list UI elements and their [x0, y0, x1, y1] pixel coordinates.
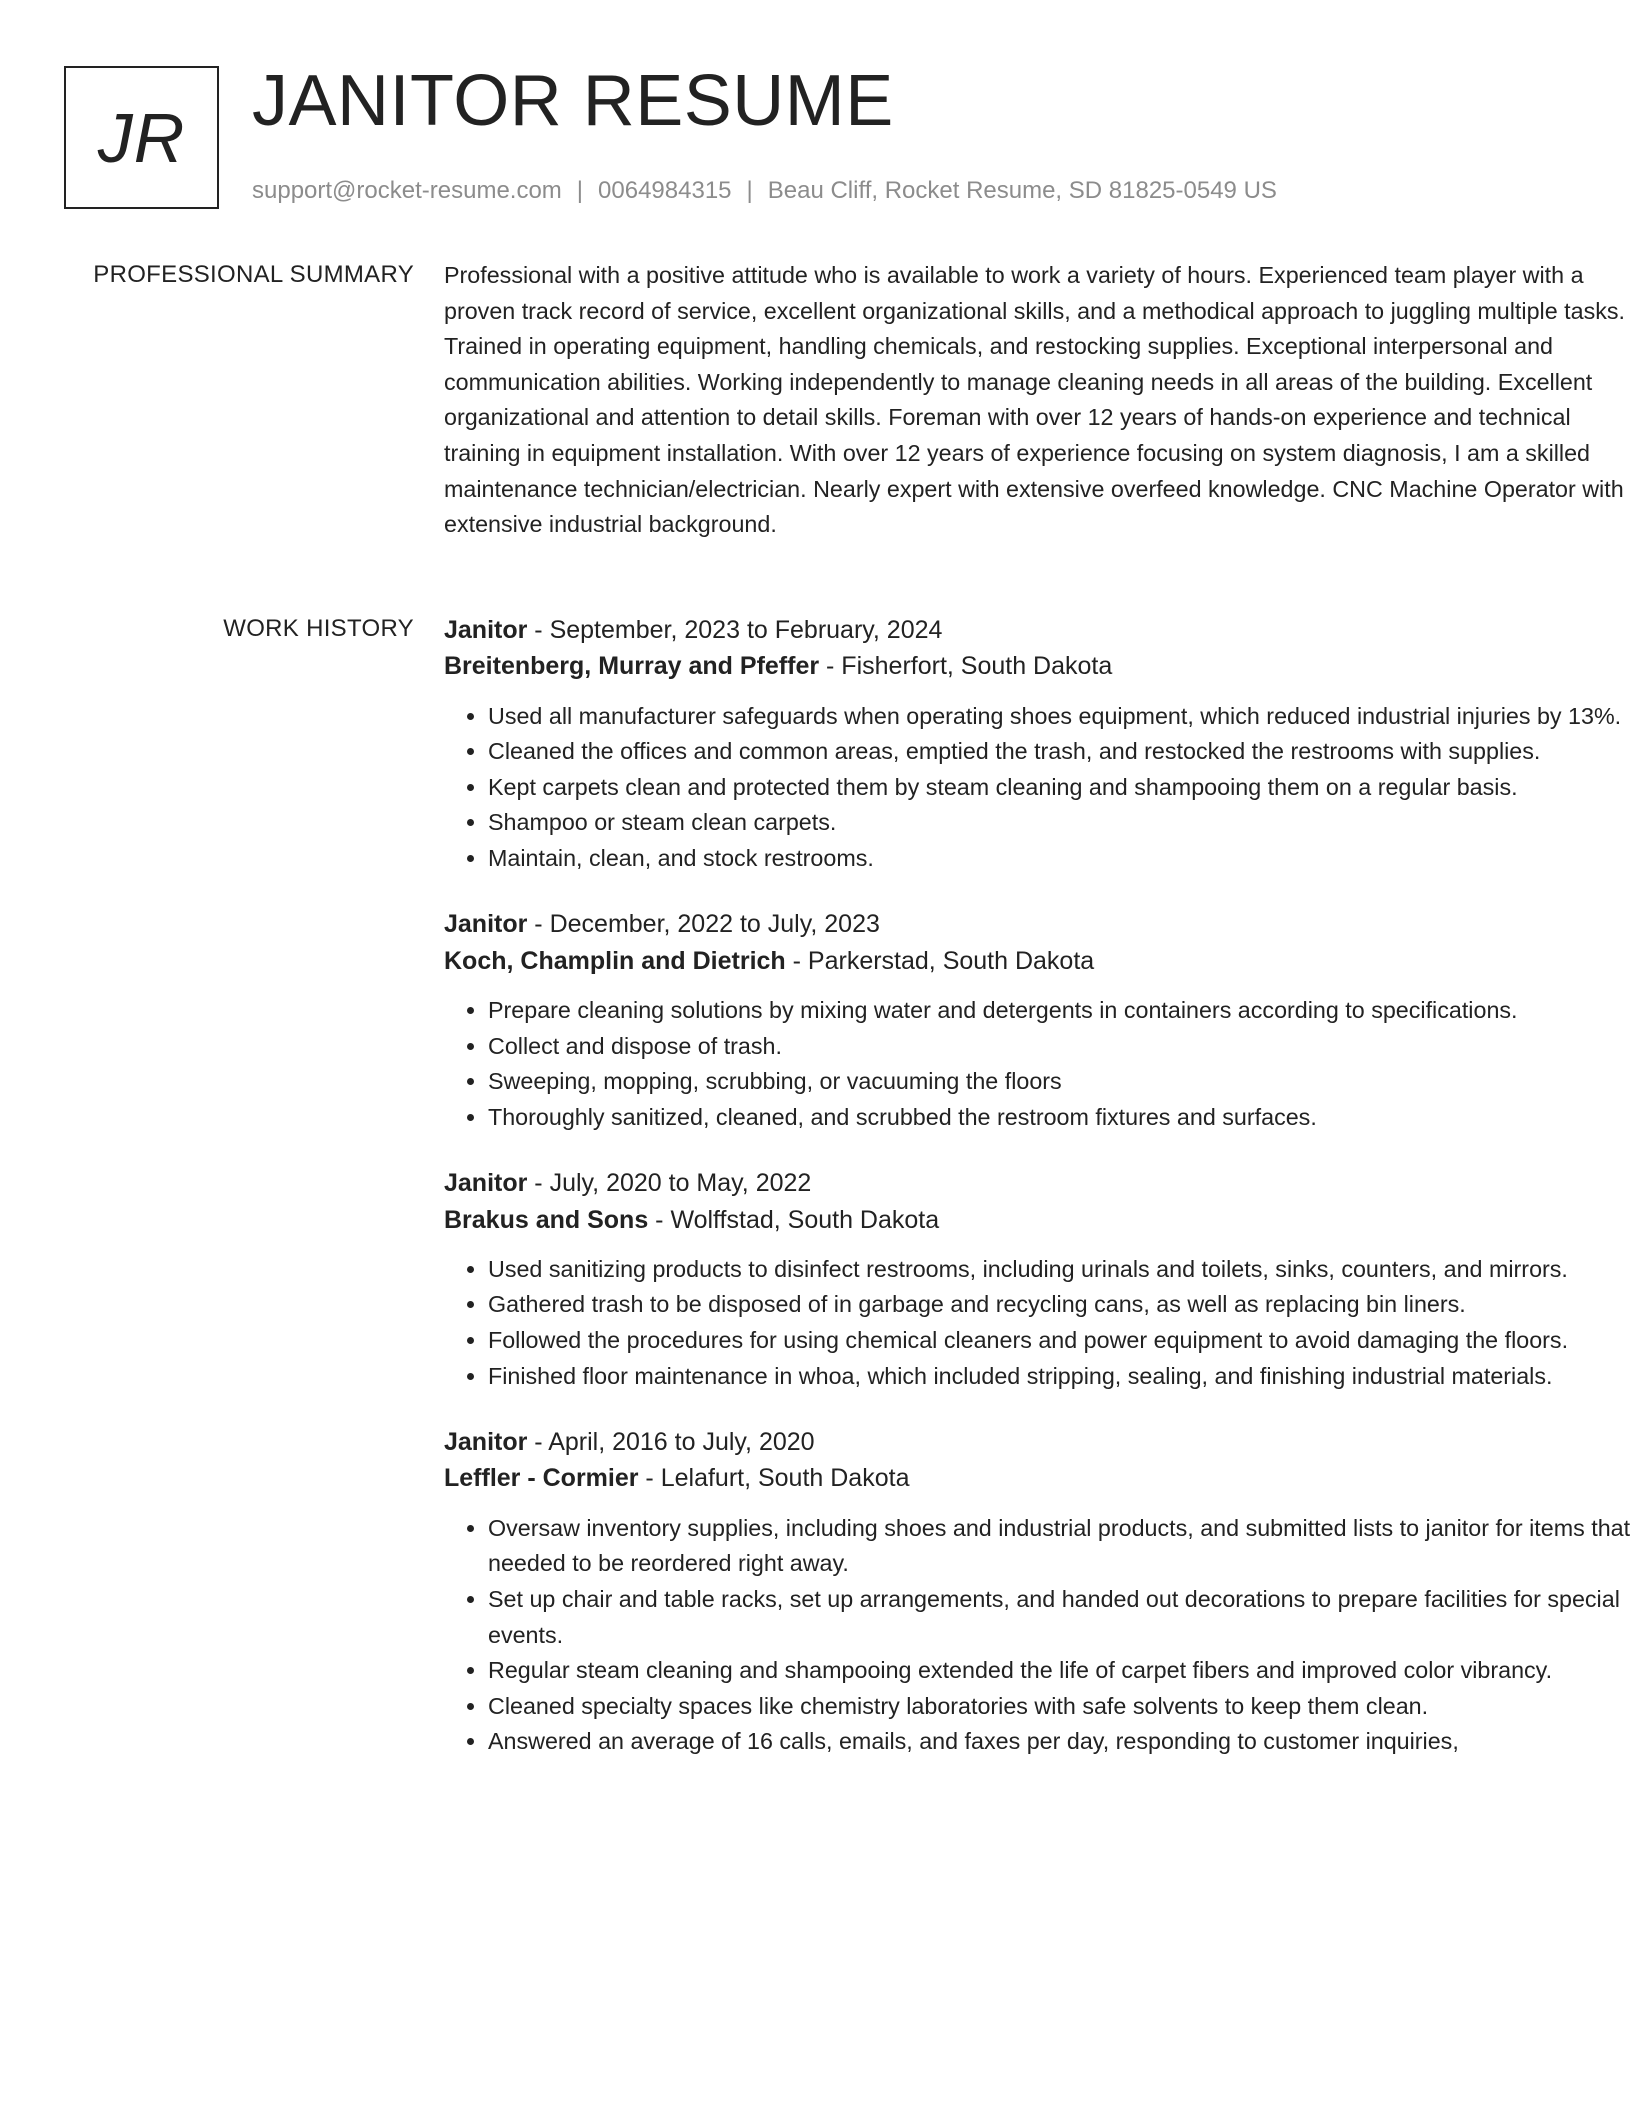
- job-dates: - December, 2022 to July, 2023: [527, 910, 880, 939]
- job-title-line: [444, 1165, 1632, 1201]
- job-title-line: [444, 1424, 1632, 1460]
- job-bullet: • Shampoo or steam clean carpets.: [488, 805, 1632, 841]
- job-bullet: • Prepare cleaning solutions by mixing water and detergents in containers according to specifications.: [488, 993, 1632, 1029]
- job-location: - Wolffstad, South Dakota: [648, 1205, 940, 1234]
- resume-title: JANITOR RESUME: [252, 61, 894, 141]
- work-history-heading: WORK HISTORY: [223, 615, 414, 642]
- work-history-body: [444, 612, 1632, 1790]
- job-bullet: • Cleaned specialty spaces like chemistry laboratories with safe solvents to keep them clean.: [488, 1689, 1632, 1725]
- job-bullet: • Collect and dispose of trash.: [488, 1029, 1632, 1065]
- job-location: - Lelafurt, South Dakota: [638, 1464, 910, 1493]
- contact-line: [252, 174, 1277, 208]
- summary-heading: PROFESSIONAL SUMMARY: [93, 261, 414, 288]
- job-bullet: • Cleaned the offices and common areas, emptied the trash, and restocked the restrooms with supplies.: [488, 734, 1632, 770]
- job-bullet-list: [444, 993, 1632, 1135]
- job-bullet: • Set up chair and table racks, set up arrangements, and handed out decorations to prepare facilities for special events.: [488, 1582, 1632, 1653]
- job-bullet: • Thoroughly sanitized, cleaned, and scrubbed the restroom fixtures and surfaces.: [488, 1100, 1632, 1136]
- job-bullet: • Oversaw inventory supplies, including shoes and industrial products, and submitted lists to janitor for items that needed to be reordered right away.: [488, 1511, 1632, 1582]
- contact-phone[interactable]: 0064984315: [598, 177, 732, 204]
- job-dates: - July, 2020 to May, 2022: [527, 1169, 812, 1198]
- contact-separator: |: [576, 177, 584, 204]
- job-bullet: • Followed the procedures for using chemical cleaners and power equipment to avoid damaging the floors.: [488, 1323, 1632, 1359]
- job-bullet: • Used sanitizing products to disinfect restrooms, including urinals and toilets, sinks, counters, and mirrors.: [488, 1252, 1632, 1288]
- monogram-initials: JR: [97, 98, 186, 177]
- job-bullet-list: [444, 699, 1632, 877]
- job-entry: [444, 906, 1632, 1135]
- job-entry: [444, 1165, 1632, 1394]
- job-bullet: • Kept carpets clean and protected them by steam cleaning and shampooing them on a regular basis.: [488, 770, 1632, 806]
- job-company-line: [444, 1202, 1632, 1238]
- job-dates: - September, 2023 to February, 2024: [527, 616, 943, 644]
- contact-separator: |: [746, 177, 753, 204]
- job-bullet: • Used all manufacturer safeguards when operating shoes equipment, which reduced industrial injuries by 13%.: [488, 699, 1632, 735]
- resume-header: [64, 61, 1564, 211]
- summary-body: [444, 258, 1632, 543]
- job-role: Janitor: [444, 1428, 528, 1457]
- job-bullet: • Sweeping, mopping, scrubbing, or vacuuming the floors: [488, 1064, 1632, 1100]
- job-bullet: • Maintain, clean, and stock restrooms.: [488, 841, 1632, 877]
- monogram-box: [64, 66, 219, 209]
- job-entry: [444, 612, 1632, 876]
- contact-address: Beau Cliff, Rocket Resume, SD 81825-0549 US: [767, 177, 1277, 204]
- job-bullet-list: [444, 1511, 1632, 1760]
- contact-email[interactable]: support@rocket-resume.com: [252, 177, 562, 204]
- job-bullet: • Regular steam cleaning and shampooing extended the life of carpet fibers and improved color vibrancy.: [488, 1653, 1632, 1689]
- job-dates: - April, 2016 to July, 2020: [527, 1428, 815, 1457]
- job-title-line: [444, 612, 1632, 648]
- summary-text: Professional with a positive attitude who is available to work a variety of hours. Experienced team player with a proven track record of service, excellent organizational skills, and a methodical approach to juggling multiple tasks. Trained in operating equipment, handling chemicals, and restocking supplies. Exceptional interpersonal and communication abilities. Working independently to manage cleaning needs in all areas of the building. Excellent organizational and attention to detail skills. Foreman with over 12 years of hands-on experience and technical training in equipment installation. With over 12 years of experience focusing on system diagnosis, I am a skilled maintenance technician/electrician. Nearly expert with extensive overfeed knowledge. CNC Machine Operator with extensive industrial background.: [444, 262, 1625, 538]
- job-bullet: • Gathered trash to be disposed of in garbage and recycling cans, as well as replacing bin liners.: [488, 1287, 1632, 1323]
- job-role: Janitor: [444, 616, 528, 644]
- job-company: Breitenberg, Murray and Pfeffer: [444, 652, 820, 681]
- job-role: Janitor: [444, 1169, 528, 1198]
- job-company: Leffler - Cormier: [444, 1464, 639, 1493]
- job-bullet: • Finished floor maintenance in whoa, which included stripping, sealing, and finishing industrial materials.: [488, 1359, 1632, 1395]
- job-company-line: [444, 648, 1632, 684]
- job-company: Brakus and Sons: [444, 1205, 649, 1234]
- job-location: - Fisherfort, South Dakota: [819, 652, 1113, 681]
- job-bullet-list: [444, 1252, 1632, 1394]
- job-role: Janitor: [444, 910, 528, 939]
- job-company-line: [444, 1460, 1632, 1496]
- job-bullet: • Answered an average of 16 calls, emails, and faxes per day, responding to customer inquiries,: [488, 1724, 1632, 1760]
- job-location: - Parkerstad, South Dakota: [785, 946, 1095, 975]
- job-company-line: [444, 943, 1632, 979]
- job-company: Koch, Champlin and Dietrich: [444, 946, 786, 975]
- job-title-line: [444, 906, 1632, 942]
- job-entry: [444, 1424, 1632, 1760]
